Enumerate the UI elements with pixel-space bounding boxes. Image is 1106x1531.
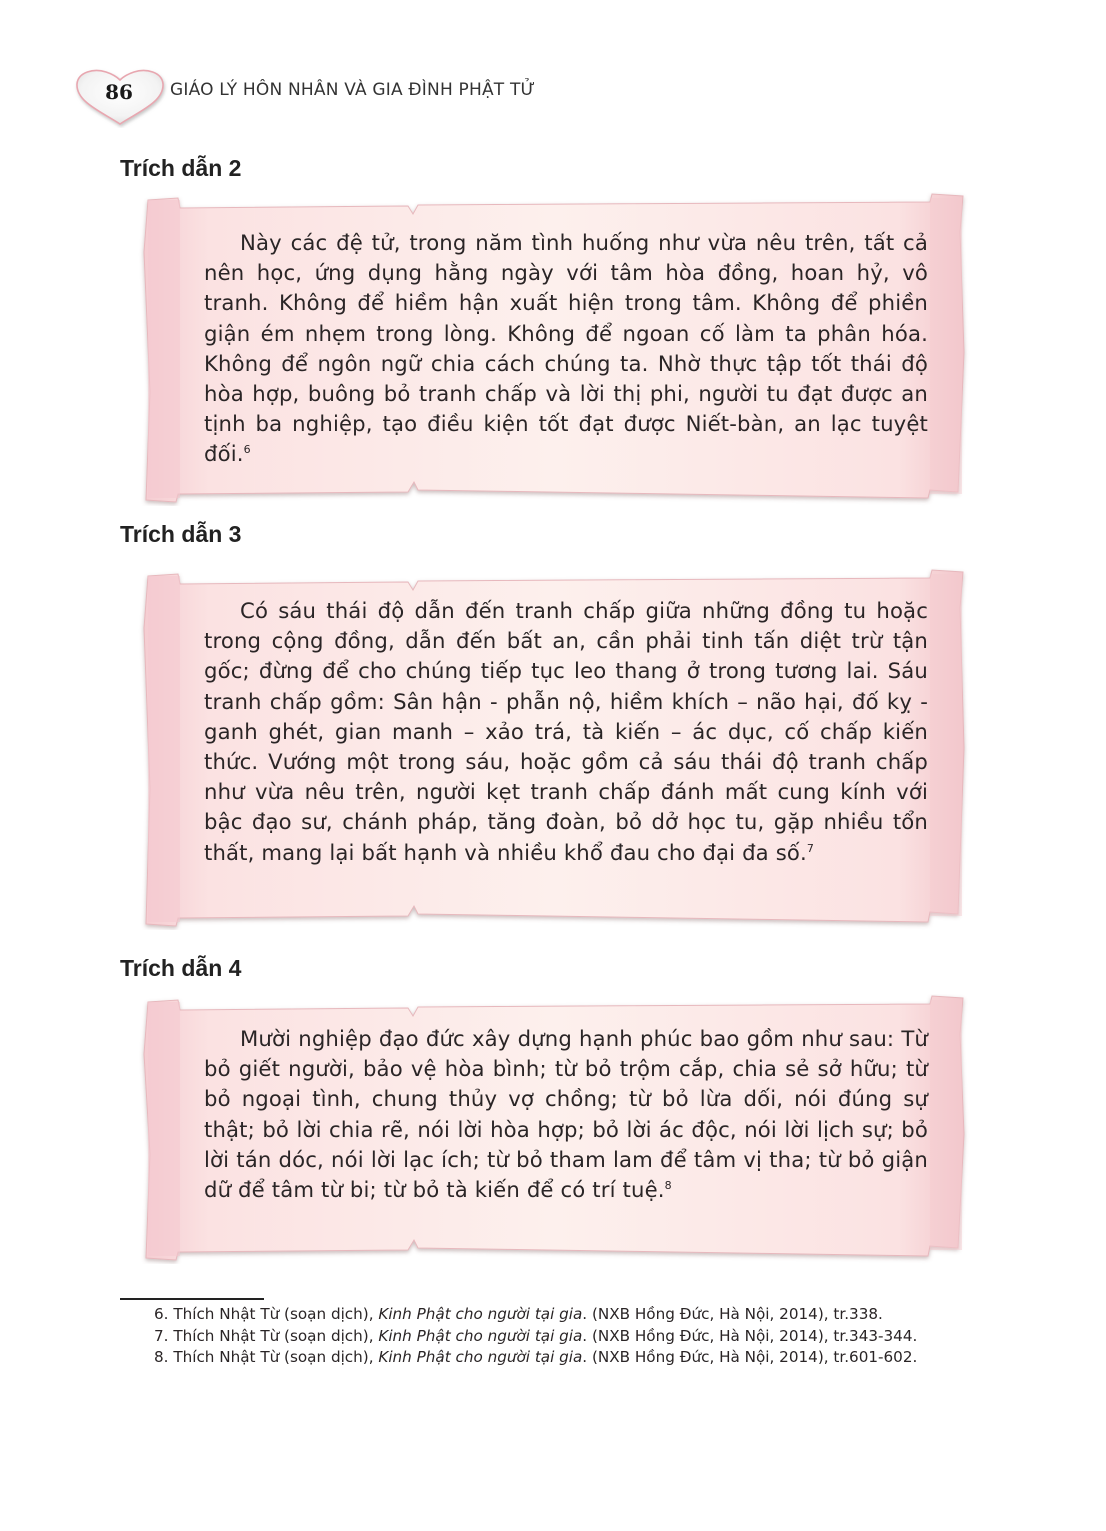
footnote-ref[interactable]: 6 [243, 443, 251, 457]
section-title-quote-3: Trích dẫn 3 [120, 521, 242, 547]
footnote-publication: . (NXB Hồng Đức, Hà Nội, 2014), tr.338. [582, 1305, 883, 1323]
footnote-divider [120, 1298, 264, 1300]
footnote-publication: . (NXB Hồng Đức, Hà Nội, 2014), tr.343-344. [582, 1326, 918, 1345]
footnote-book-title: Kinh Phật cho người tại gia [378, 1305, 583, 1323]
footnote-8 [120, 1347, 988, 1369]
footnote-7 [120, 1326, 988, 1348]
footnote-ref[interactable]: 8 [664, 1178, 672, 1192]
footnotes [120, 1304, 988, 1369]
quote-text [204, 1024, 928, 1205]
footnote-author: 6. Thích Nhật Từ (soạn dịch), [154, 1305, 379, 1323]
section-title-quote-2: Trích dẫn 2 [120, 155, 242, 181]
quote-text [204, 596, 928, 868]
footnote-6 [120, 1304, 988, 1326]
page-number: 86 [105, 80, 133, 104]
footnote-book-title: Kinh Phật cho người tại gia [378, 1326, 583, 1345]
footnote-book-title: Kinh Phật cho người tại gia [378, 1348, 583, 1367]
footnote-author: 8. Thích Nhật Từ (soạn dịch), [154, 1348, 379, 1367]
quote-body: Này các đệ tử, trong năm tình huống như vừa nêu trên, tất cả nên học, ứng dụng hằng ngày với tâm hòa đồng, hoan hỷ, vô tranh. Không để hiềm hận xuất hiện trong tâm. Không để phiền giận ém nhẹm trong lòng. Không để ngoan cố làm ta phân hóa. Không để ngôn ngữ chia cách chúng ta. Nhờ thực tập tốt thái độ hòa hợp, buông bỏ tranh chấp và lời thị phi, người tu đạt được an tịnh ba nghiệp, tạo điều kiện tốt đạt được Niết-bàn, an lạc tuyệt đối. [204, 230, 928, 467]
footnote-publication: . (NXB Hồng Đức, Hà Nội, 2014), tr.601-602. [582, 1348, 918, 1367]
quote-text [204, 228, 928, 470]
scroll-box-quote-3 [118, 568, 978, 930]
footnote-author: 7. Thích Nhật Từ (soạn dịch), [154, 1326, 379, 1345]
scroll-box-quote-2 [118, 192, 978, 506]
quote-body: Có sáu thái độ dẫn đến tranh chấp giữa những đồng tu hoặc trong cộng đồng, dẫn đến bất an, cần phải tinh tấn diệt trừ tận gốc; đừng để cho chúng tiếp tục leo thang ở trong tương lai. Sáu tranh chấp gồm: Sân hận - phẫn nộ, hiềm khích – não hại, đố kỵ - ganh ghét, gian manh – xảo trá, tà kiến – ác dục, cố chấp kiến thức. Vướng một trong sáu, hoặc gồm cả sáu thái độ tranh chấp như vừa nêu trên, người kẹt tranh chấp đánh mất cung kính với bậc đạo sư, chánh pháp, tăng đoàn, bỏ dở học tu, gặp nhiều tổn thất, mang lại bất hạnh và nhiều khổ đau cho đại đa số. [204, 598, 928, 865]
section-title-quote-4: Trích dẫn 4 [120, 955, 242, 981]
running-title: GIÁO LÝ HÔN NHÂN VÀ GIA ĐÌNH PHẬT TỬ [170, 80, 536, 100]
quote-body: Mười nghiệp đạo đức xây dựng hạnh phúc bao gồm như sau: Từ bỏ giết người, bảo vệ hòa bình; từ bỏ trộm cắp, chia sẻ sở hữu; từ bỏ ngoại tình, chung thủy vợ chồng; từ bỏ lừa dối, nói đúng sự thật; bỏ lời chia rẽ, nói lời hòa hợp; bỏ lời ác độc, nói lời lịch sự; bỏ lời tán dóc, nói lời lạc ích; từ bỏ tham lam để tâm vị tha; từ bỏ giận dữ để tâm từ bi; từ bỏ tà kiến để có trí tuệ. [204, 1026, 928, 1203]
page-header [72, 66, 772, 130]
footnote-ref[interactable]: 7 [806, 841, 815, 855]
scroll-box-quote-4 [118, 994, 978, 1264]
